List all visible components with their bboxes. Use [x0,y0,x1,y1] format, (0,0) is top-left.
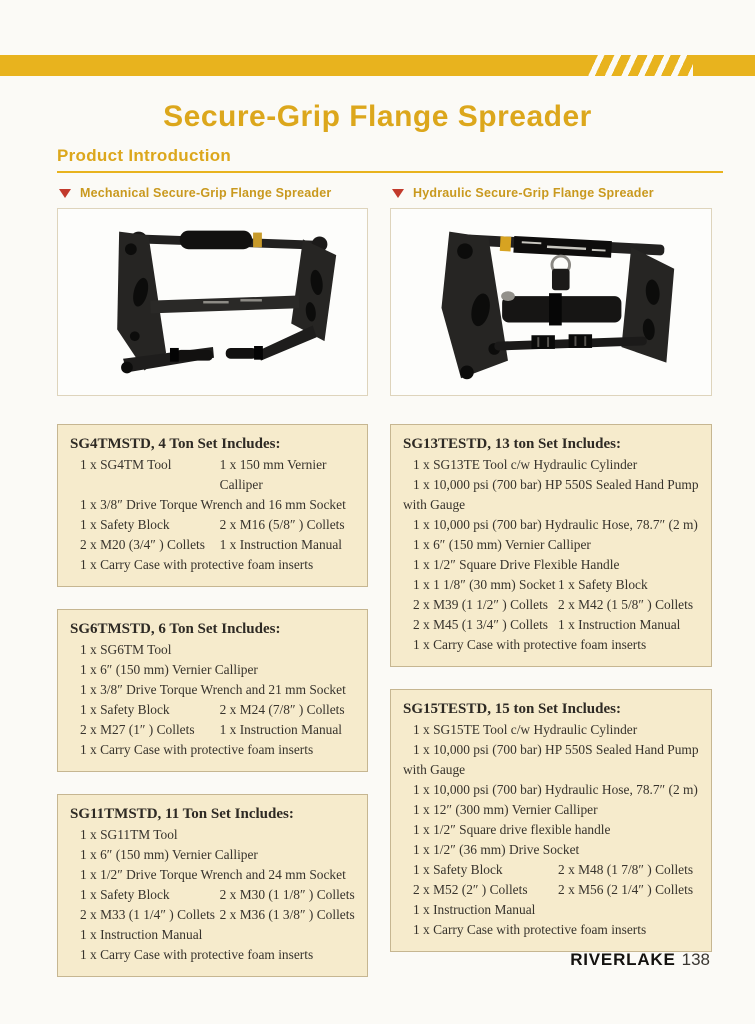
set-item-line [403,535,699,555]
set-item-line [70,660,355,680]
page-title: Secure-Grip Flange Spreader [163,100,592,133]
set-item: 1 x 6″ (150 mm) Vernier Calliper [80,662,258,677]
set-item: 2 x M24 (7/8″ ) Collets [219,702,345,717]
set-item: 1 x Instruction Manual [219,537,342,552]
set-item-line [403,840,699,860]
mechanical-column [57,183,368,977]
set-item: 2 x M45 (1 3/4″ ) Collets [413,617,549,632]
set-item-line [70,825,355,845]
mechanical-spreader-illustration [65,214,361,390]
set-item-line [70,945,355,965]
set-item: 1 x Instruction Manual [413,902,536,917]
set-item: 1 x Safety Block [80,517,170,532]
set-item: 1 x Instruction Manual [558,617,681,632]
set-item-line [403,455,699,475]
hydraulic-sets-container [390,424,712,952]
hydraulic-spreader-illustration [401,214,701,390]
set-item-line [70,925,355,945]
set-item: 1 x SG4TM Tool [80,457,172,472]
section-heading [57,146,723,173]
mechanical-label: Mechanical Secure-Grip Flange Spreader [80,186,332,200]
set-item: 1 x Instruction Manual [219,722,342,737]
hydraulic-column [390,183,712,977]
mechanical-sets-container [57,424,368,977]
set-item: 2 x M33 (1 1/4″ ) Collets [80,907,216,922]
set-item-line [70,515,355,535]
set-item: 2 x M27 (1″ ) Collets [80,722,195,737]
hydraulic-spreader-photo [390,208,712,396]
set-item: 1 x Carry Case with protective foam inserts [413,637,647,652]
set-item-line [70,555,355,575]
set-item-line [403,860,699,880]
set-item: 1 x 150 mm Vernier Calliper [219,457,327,492]
set-item-line [403,575,699,595]
set-item: 1 x 3/8″ Drive Torque Wrench and 21 mm Socket [80,682,346,697]
set-item: 2 x M30 (1 1/8″ ) Collets [219,887,355,902]
set-item: 2 x M56 (2 1/4″ ) Collets [558,882,694,897]
set-item-line [403,515,699,535]
set-item: 1 x 10,000 psi (700 bar) Hydraulic Hose, 78.7″ (2 m) [413,782,698,797]
set-item: 1 x Safety Block [413,862,503,877]
set-title: SG11TMSTD, 11 Ton Set Includes: [70,806,294,822]
set-item: 1 x SG11TM Tool [80,827,178,842]
set-item: 1 x 10,000 psi (700 bar) Hydraulic Hose, 78.7″ (2 m) [413,517,698,532]
brand-logo-text: RIVERLAKE [570,950,676,969]
set-item: 1 x Safety Block [80,887,170,902]
set-title: SG4TMSTD, 4 Ton Set Includes: [70,436,281,452]
set-item-line [70,640,355,660]
page-accent-bar [0,55,755,76]
hydraulic-label-row [392,185,712,201]
set-item: 1 x Safety Block [80,702,170,717]
set-item: 1 x 1 1/8″ (30 mm) Socket [413,577,556,592]
set-item: 1 x 6″ (150 mm) Vernier Calliper [80,847,258,862]
hydraulic-label: Hydraulic Secure-Grip Flange Spreader [413,186,654,200]
set-item-line [403,880,699,900]
set-item-line [70,495,355,515]
set-item: 1 x Carry Case with protective foam inserts [80,557,314,572]
set-item: 1 x Carry Case with protective foam inserts [413,922,647,937]
set-item: 1 x Carry Case with protective foam inserts [80,742,314,757]
mechanical-spreader-photo [57,208,368,396]
set-item: 2 x M16 (5/8″ ) Collets [219,517,345,532]
product-set-box [390,424,712,667]
set-item: 1 x 1/2″ (36 mm) Drive Socket [413,842,580,857]
set-item-line [403,780,699,800]
page-number: 138 [681,950,710,969]
two-column-content [57,183,712,977]
set-item-line [403,740,699,780]
set-item: 2 x M20 (3/4″ ) Collets [80,537,205,552]
set-item-line [403,635,699,655]
set-item: 1 x Carry Case with protective foam inserts [80,947,314,962]
red-triangle-icon [392,189,404,198]
set-item: 1 x 10,000 psi (700 bar) HP 550S Sealed Hand Pump with Gauge [403,477,699,512]
set-item: 1 x 1/2″ Square Drive Flexible Handle [413,557,620,572]
set-item: 1 x SG6TM Tool [80,642,172,657]
set-item: 1 x 1/2″ Drive Torque Wrench and 24 mm Socket [80,867,346,882]
mechanical-label-row [59,185,368,201]
set-item-line [70,455,355,495]
set-item-line [403,475,699,515]
set-item: 1 x 12″ (300 mm) Vernier Calliper [413,802,598,817]
set-item-line [403,615,699,635]
set-title: SG6TMSTD, 6 Ton Set Includes: [70,621,281,637]
set-item: 2 x M42 (1 5/8″ ) Collets [558,597,694,612]
section-heading-label: Product Introduction [57,146,232,165]
diagonal-stripes-decoration [588,55,693,76]
set-item-line [70,865,355,885]
set-item-line [70,680,355,700]
set-item: 1 x Safety Block [558,577,648,592]
set-item: 1 x 3/8″ Drive Torque Wrench and 16 mm Socket [80,497,346,512]
set-item: 2 x M36 (1 3/8″ ) Collets [219,907,355,922]
product-set-box [57,424,368,587]
product-set-box [57,609,368,772]
set-item: 1 x 10,000 psi (700 bar) HP 550S Sealed Hand Pump with Gauge [403,742,699,777]
set-title: SG15TESTD, 15 ton Set Includes: [403,701,621,717]
product-set-box [57,794,368,977]
set-item-line [403,555,699,575]
set-item-line [403,920,699,940]
set-item-line [70,740,355,760]
set-item-line [403,800,699,820]
set-item-line [403,720,699,740]
set-item-line [403,900,699,920]
set-item-line [403,820,699,840]
set-item-line [70,845,355,865]
set-item-line [70,905,355,925]
set-item: 2 x M39 (1 1/2″ ) Collets [413,597,549,612]
set-item-line [70,885,355,905]
set-title: SG13TESTD, 13 ton Set Includes: [403,436,621,452]
set-item: 1 x 6″ (150 mm) Vernier Calliper [413,537,591,552]
set-item: 2 x M48 (1 7/8″ ) Collets [558,862,694,877]
page-footer [570,950,710,970]
set-item-line [70,700,355,720]
red-triangle-icon [59,189,71,198]
set-item: 1 x SG13TE Tool c/w Hydraulic Cylinder [413,457,638,472]
set-item: 2 x M52 (2″ ) Collets [413,882,528,897]
set-item: 1 x Instruction Manual [80,927,203,942]
set-item-line [70,720,355,740]
set-item-line [70,535,355,555]
set-item-line [403,595,699,615]
product-set-box [390,689,712,952]
set-item: 1 x SG15TE Tool c/w Hydraulic Cylinder [413,722,638,737]
set-item: 1 x 1/2″ Square drive flexible handle [413,822,611,837]
